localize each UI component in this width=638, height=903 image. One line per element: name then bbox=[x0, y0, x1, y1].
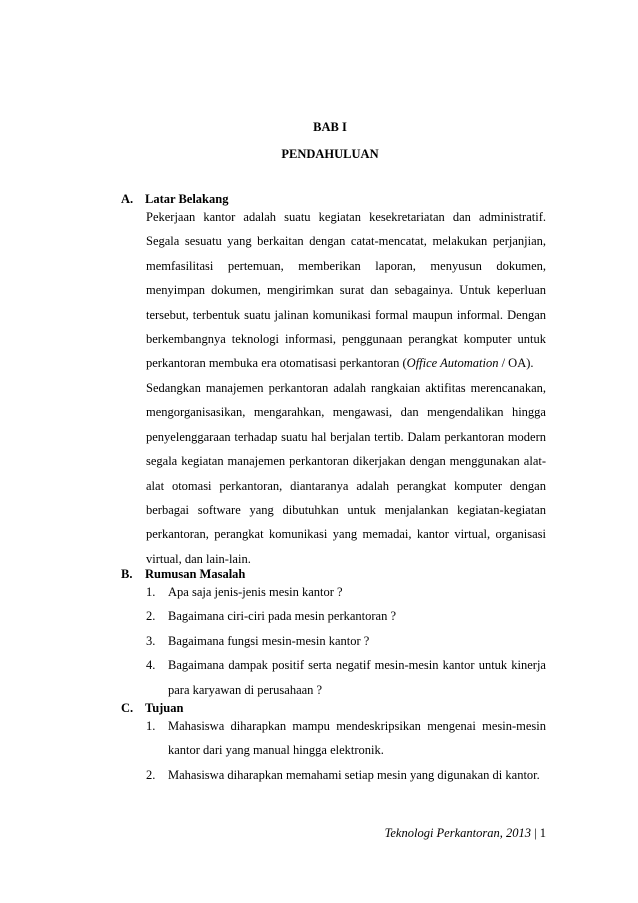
section-c-title: Tujuan bbox=[145, 701, 184, 715]
paragraph-1-text: Pekerjaan kantor adalah suatu kegiatan kesekretariatan dan administratif. Segala sesuatu yang berkaitan dengan catat-mencatat, melakukan perjanjian, memfasilitasi pertemuan, memberikan laporan, menyusun dokumen, menyimpan dokumen, mengirimkan surat dan sebagainya. Untuk keperluan tersebut, terbentuk suatu jalinan komunikasi formal maupun informal. Dengan berkembangnya teknologi informasi, penggunaan perangkat komputer untuk perkantoran membuka era otomatisasi perkantoran ( bbox=[146, 210, 546, 371]
list-number: 2. bbox=[146, 767, 156, 782]
list-item bbox=[146, 629, 546, 653]
list-item bbox=[146, 604, 546, 628]
paragraph-1-italic-term: Office Automation bbox=[406, 356, 499, 371]
section-b-list bbox=[146, 580, 546, 702]
list-text: Bagaimana ciri-ciri pada mesin perkantoran ? bbox=[168, 609, 397, 624]
section-b-letter: B. bbox=[121, 567, 133, 581]
footer-separator: | bbox=[530, 826, 540, 840]
list-item bbox=[146, 653, 546, 702]
list-text: Bagaimana dampak positif serta negatif mesin-mesin kantor untuk kinerja para karyawan di perusahaan ? bbox=[168, 658, 546, 697]
section-c-letter: C. bbox=[121, 701, 134, 715]
chapter-label: BAB I bbox=[313, 120, 347, 134]
list-number: 2. bbox=[146, 609, 156, 624]
list-item bbox=[146, 763, 546, 787]
page-number: 1 bbox=[539, 826, 546, 840]
section-a-letter: A. bbox=[121, 192, 134, 206]
section-c-list bbox=[146, 714, 546, 787]
section-b-title: Rumusan Masalah bbox=[145, 567, 246, 581]
list-text: Mahasiswa diharapkan memahami setiap mesin yang digunakan di kantor. bbox=[168, 767, 540, 782]
list-text: Bagaimana fungsi mesin-mesin kantor ? bbox=[168, 633, 370, 648]
footer-title: Teknologi Perkantoran, 2013 bbox=[384, 826, 531, 840]
chapter-title: PENDAHULUAN bbox=[281, 147, 379, 161]
list-number: 1. bbox=[146, 585, 156, 599]
list-number: 4. bbox=[146, 658, 156, 673]
list-item bbox=[146, 580, 546, 604]
list-number: 1. bbox=[146, 719, 156, 733]
list-number: 3. bbox=[146, 633, 156, 648]
list-text: Mahasiswa diharapkan mampu mendeskripsikan mengenai mesin-mesin kantor dari yang manual hingga elektronik. bbox=[168, 719, 546, 758]
section-a-title: Latar Belakang bbox=[145, 192, 229, 206]
list-text: Apa saja jenis-jenis mesin kantor ? bbox=[168, 585, 343, 599]
section-a-paragraph-1 bbox=[146, 205, 546, 376]
page-footer bbox=[385, 826, 546, 841]
paragraph-1-tail: / OA). bbox=[498, 356, 534, 371]
section-a-paragraph-2: Sedangkan manajemen perkantoran adalah rangkaian aktifitas merencanakan, mengorganisasikan, mengarahkan, mengawasi, dan mengendalikan hingga penyelenggaraan terhadap suatu hal berjalan tertib. Dalam perkantoran modern segala kegiatan manajemen perkantoran dikerjakan dengan menggunakan alat-alat otomasi perkantoran, diantaranya adalah perangkat komputer dengan berbagai software yang dibutuhkan untuk menjalankan kegiatan-kegiatan perkantoran, perangkat komunikasi yang memadai, kantor virtual, organisasi virtual, dan lain-lain. bbox=[146, 381, 546, 566]
list-item bbox=[146, 714, 546, 763]
